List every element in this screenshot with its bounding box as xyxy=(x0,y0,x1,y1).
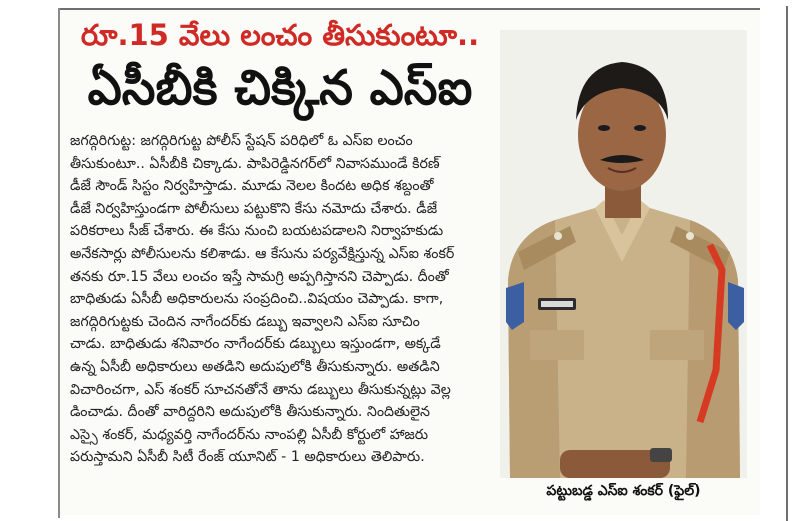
photo-caption: పట్టుబడ్డ ఎస్ఐ శంకర్ (ఫైల్) xyxy=(546,483,701,499)
body-line: డీజే నిర్వహిస్తుండగా పోలీసులు పట్టుకొని కేసు నమోదు చేశారు. డీజే xyxy=(70,200,438,217)
body-line: చాడు. బాధితుడు శనివారం నాగేందర్‌కు డబ్బులు ఇస్తుండగా, అక్కడే xyxy=(70,336,441,353)
body-line: బాధితుడు ఏసీబీ అధికారులను సంప్రదించి..విషయం చెప్పాడు. కాగా, xyxy=(70,291,444,308)
body-line: పరుస్తామని ఏసీబీ సిటీ రేంజ్ యూనిట్ - 1 అధికారులు తెలిపారు. xyxy=(70,449,425,466)
body-line: డించాడు. దీంతో వారిద్దరిని అదుపులోకి తీసుకున్నారు. నిందితులైన xyxy=(70,404,431,421)
column-right-rule xyxy=(786,6,788,521)
body-line: ఎస్సై శంకర్, మధ్యవర్తి నాగేందర్‌ను నాంపల్లి ఏసీబీ కోర్టులో హాజరు xyxy=(70,426,429,443)
body-line: జగద్గిరిగుట్టకు చెందిన నాగేందర్‌కు డబ్బు ఇవ్వాలని ఎస్ఐ సూచిం xyxy=(70,313,420,330)
body-line: ఉన్న ఏసీబీ అధికారులు అతడిని అదుపులోకి తీసుకున్నారు. అతడిని xyxy=(70,358,440,375)
body-line: తనకు రూ.15 వేలు లంచం ఇస్తే సామగ్రి అప్పగిస్తానని చెప్పాడు. దీంతో xyxy=(70,268,449,285)
body-line: పరికరాలు సీజ్ చేశారు. ఈ కేసు నుంచి బయటపడాలని నిర్వాహకుడు xyxy=(70,223,444,240)
body-line: డీజే సౌండ్ సిస్టం నిర్వహిస్తాడు. మూడు నెలల కిందట అధిక శబ్దంతో xyxy=(70,178,434,195)
article-body xyxy=(70,130,495,492)
officer-photo xyxy=(500,30,747,478)
body-line: జగద్గిరిగుట్ట: జగద్గిరిగుట్ట పోలీస్ స్టేషన్ పరిధిలో ఓ ఎస్ఐ లంచం xyxy=(70,133,413,149)
body-line: అనేకసార్లు పోలీసులను కలిశాడు. ఆ కేసును పర్యవేక్షిస్తున్న ఎస్ఐ శంకర్ xyxy=(70,245,455,262)
article-headline: ఏసీబీకి చిక్కిన ఎస్ఐ xyxy=(87,60,473,116)
body-line: తీసుకుంటూ.. ఏసీబీకి చిక్కాడు. పాపిరెడ్డినగర్‌లో నివాసముండే కిరణ్ xyxy=(70,155,440,172)
article-kicker: రూ.15 వేలు లంచం తీసుకుంటూ.. xyxy=(80,18,480,52)
officer-portrait-illustration xyxy=(500,30,747,478)
body-line: విచారించగా, ఎస్ శంకర్ సూచనతోనే తాను డబ్బులు తీసుకున్నట్లు వెల్ల xyxy=(70,381,451,398)
